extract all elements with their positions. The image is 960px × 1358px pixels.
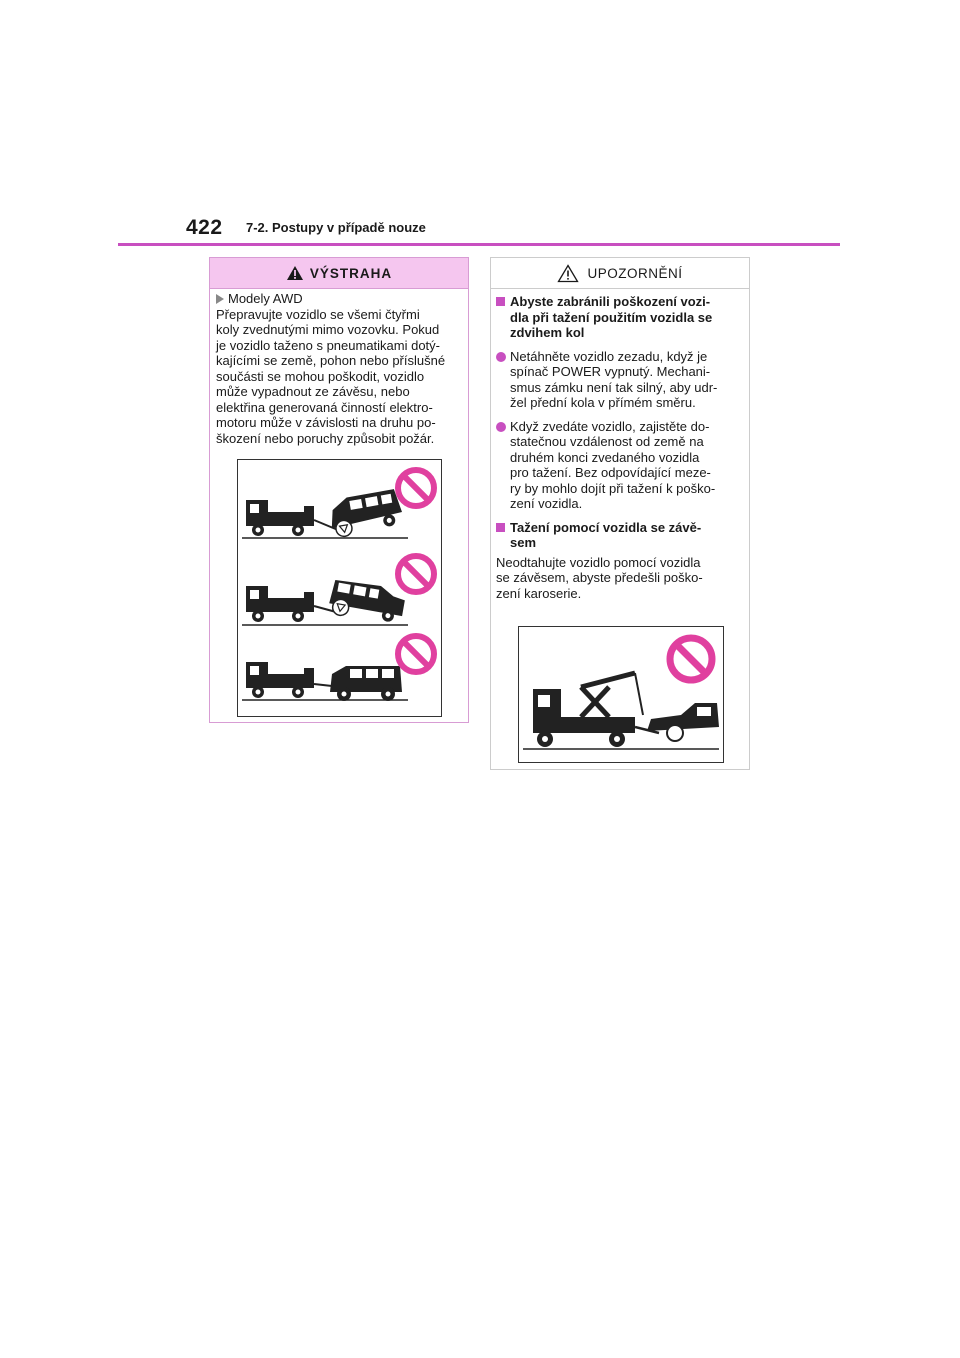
chapter-title: 7-2. Postupy v případě nouze [246, 220, 426, 235]
circle-bullet-icon [496, 422, 506, 432]
tow-truck-illustration [518, 626, 724, 763]
triangle-bullet-icon [216, 294, 224, 304]
bullet-line: Když zvedáte vozidlo, zajistěte do- [510, 418, 710, 434]
warning-line: kajícími se země, pohon nebo příslušné [216, 353, 446, 368]
list-item [496, 349, 744, 411]
bullet-line: žel přední kola v přímém směru. [510, 395, 696, 410]
section-paragraph [496, 555, 744, 602]
bullet-line: ry by mohlo dojít při tažení k poško- [510, 480, 716, 496]
prohibition-icon [670, 638, 712, 680]
caution-title: UPOZORNĚNÍ [587, 265, 683, 281]
warning-box [209, 257, 469, 723]
tow-scenario-rear-lift [242, 578, 408, 626]
heading-line: zdvihem kol [510, 325, 585, 340]
warning-line: elektřina generovaná činností elektro- [216, 399, 433, 415]
header-rule [118, 243, 840, 246]
heading-line: dla při tažení použitím vozidla se [510, 309, 713, 325]
paragraph-line: se závěsem, abyste předešli poško- [496, 570, 703, 585]
bullet-line: statečnou vzdálenost od země na [510, 434, 704, 449]
caution-box [490, 257, 750, 770]
section-heading [496, 294, 744, 341]
model-line [216, 291, 466, 307]
bullet-line: Netáhněte vozidlo zezadu, když je [510, 348, 708, 364]
caution-content [496, 294, 744, 609]
tow-scenario-flat [242, 662, 408, 701]
warning-line: může vypadnout ze závěsu, nebo [216, 384, 410, 399]
list-item [496, 419, 744, 512]
heading-line: Tažení pomocí vozidla se závě- [510, 519, 702, 535]
warning-triangle-icon [286, 265, 304, 281]
prohibition-icon [398, 636, 434, 672]
caution-triangle-icon [557, 264, 579, 283]
prohibition-icon [398, 556, 434, 592]
warning-title: VÝSTRAHA [309, 265, 393, 281]
circle-bullet-icon [496, 352, 506, 362]
warning-line: součásti se mohou poškodit, vozidlo [216, 368, 425, 384]
warning-content [216, 291, 466, 446]
warning-line: je vozidlo taženo s pneumatikami dotý- [216, 337, 441, 353]
warning-line: škození nebo poruchy způsobit požár. [216, 430, 435, 446]
prohibition-icon [398, 470, 434, 506]
section-heading [496, 520, 744, 551]
square-bullet-icon [496, 297, 505, 306]
bullet-line: pro tažení. Bez odpovídající meze- [510, 465, 711, 480]
square-bullet-icon [496, 523, 505, 532]
heading-line: sem [510, 535, 537, 550]
model-label: Modely AWD [228, 291, 303, 306]
bullet-line: zení vozidla. [510, 496, 583, 511]
towing-illustration-awd [237, 459, 442, 717]
tow-scenario-front-lift [242, 488, 408, 538]
warning-header [210, 258, 468, 289]
bullet-line: smus zámku není tak silný, aby udr- [510, 379, 718, 395]
paragraph-line: Neodtahujte vozidlo pomocí vozidla [496, 554, 701, 570]
bullet-line: spínač POWER vypnutý. Mechani- [510, 364, 711, 379]
bullet-line: druhém konci zvedaného vozidla [510, 449, 700, 465]
page-number: 422 [186, 216, 223, 239]
caution-header [491, 258, 749, 289]
heading-line: Abyste zabránili poškození vozi- [510, 294, 711, 309]
paragraph-line: zení karoserie. [496, 585, 582, 601]
warning-line: Přepravujte vozidlo se všemi čtyřmi [216, 306, 420, 322]
warning-line: koly zvednutými mimo vozovku. Pokud [216, 322, 440, 337]
warning-line: motoru může v závislosti na druhu po- [216, 415, 436, 430]
